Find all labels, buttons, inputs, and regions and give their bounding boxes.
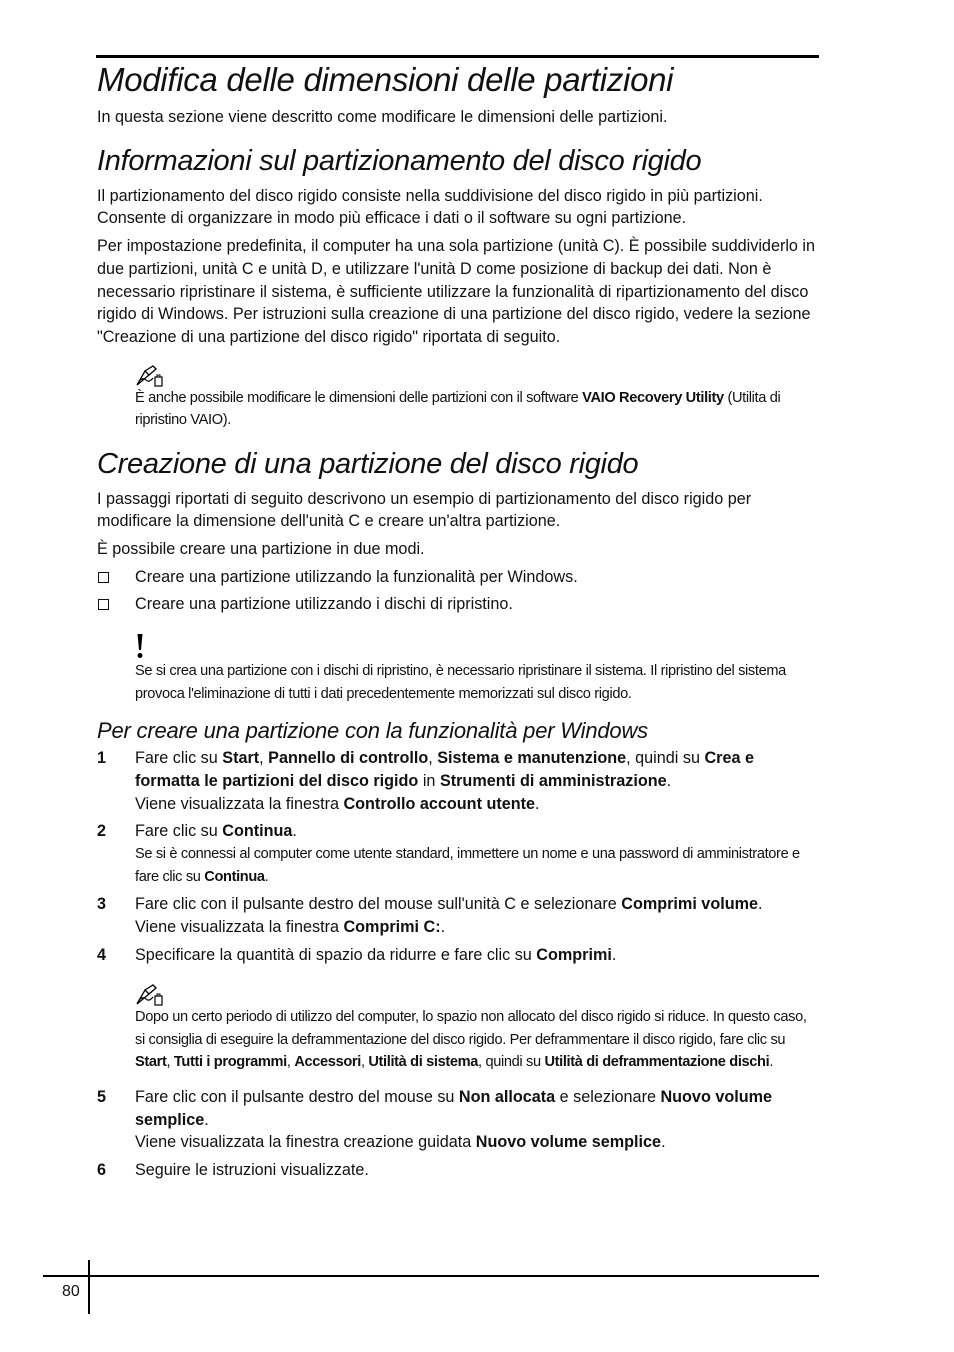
section2-paragraph-2: È possibile creare una partizione in due modi.	[97, 540, 425, 559]
step-item: 6 Seguire le istruzioni visualizzate.	[97, 1161, 369, 1180]
section-heading-create-partition: Creazione di una partizione del disco rigido	[97, 447, 639, 480]
page-number-divider	[88, 1260, 90, 1314]
step-item: 2 Fare clic su Continua. Se si è connessi al computer come utente standard, immettere un nome e una password di amministratore e fare clic su Continua.	[97, 822, 800, 885]
note-text-defrag: Dopo un certo periodo di utilizzo del computer, lo spazio non allocato del disco rigido si riduce. In questo caso, si consiglia di eseguire la deframmentazione del disco rigido. Per deframmentare il disco rigido, fare clic su Start, Tutti i programmi, Accessori, Utilità di sistema, quindi su Utilità di deframmentazione dischi.	[135, 1009, 807, 1071]
page-content	[97, 60, 819, 1187]
note-box-defrag	[135, 984, 819, 1074]
checkbox-bullet	[98, 599, 109, 610]
intro-text: In questa sezione viene descritto come modificare le dimensioni delle partizioni.	[97, 108, 668, 126]
list-item: Creare una partizione utilizzando la funzionalità per Windows.	[97, 566, 819, 589]
page-title: Modifica delle dimensioni delle partizioni	[97, 61, 674, 98]
note-text: È anche possibile modificare le dimensioni delle partizioni con il software VAIO Recovery Utility (Utilita di ripristino VAIO).	[135, 389, 781, 429]
subsection-heading: Per creare una partizione con la funzionalità per Windows	[97, 718, 648, 744]
options-list	[97, 566, 819, 616]
warning-box	[135, 632, 819, 705]
page-number: 80	[62, 1283, 80, 1300]
step-item: 5 Fare clic con il pulsante destro del mouse su Non allocata e selezionare Nuovo volume semplice. Viene visualizzata la finestra creazione guidata Nuovo volume semplice.	[97, 1087, 772, 1152]
top-rule	[96, 55, 819, 58]
exclamation-icon	[135, 632, 145, 660]
steps-list	[97, 747, 819, 966]
step-item: 3 Fare clic con il pulsante destro del mouse sull'unità C e selezionare Comprimi volume. Viene visualizzata la finestra Comprimi C:.	[97, 895, 763, 937]
pencil-note-icon	[135, 984, 165, 1006]
bottom-rule	[43, 1275, 819, 1277]
warning-text: Se si crea una partizione con i dischi di ripristino, è necessario ripristinare il sistema. Il ripristino del sistema provoca l'eliminazione di tutti i dati precedentemente memorizzati sul disco rigido.	[135, 663, 786, 702]
step-item: 4 Specificare la quantità di spazio da ridurre e fare clic su Comprimi.	[97, 945, 617, 964]
step-item: 1 Fare clic su Start, Pannello di controllo, Sistema e manutenzione, quindi su Crea e formatta le partizioni del disco rigido in Strumenti di amministrazione. Viene visualizzata la finestra Controllo account utente.	[97, 749, 754, 813]
section1-paragraph-2: Per impostazione predefinita, il computer ha una sola partizione (unità C). È possibile suddividerlo in due partizioni, unità C e unità D, e utilizzare l'unità D come posizione di backup dei dati. Non è necessario ripristinare il sistema, è sufficiente utilizzare la funzionalità di ripartizionamento del disco rigido di Windows. Per istruzioni sulla creazione di una partizione del disco rigido, vedere la sezione "Creazione di una partizione del disco rigido" riportata di seguito.	[97, 237, 816, 346]
checkbox-bullet	[98, 572, 109, 583]
steps-list-continued	[97, 1086, 819, 1182]
section1-paragraph-1: Il partizionamento del disco rigido consiste nella suddivisione del disco rigido in più partizioni. Consente di organizzare in modo più efficace i dati o il software su ogni partizione.	[97, 186, 763, 228]
section-heading-partitioning-info: Informazioni sul partizionamento del disco rigido	[97, 144, 702, 177]
note-box	[135, 365, 819, 432]
section2-paragraph-1: I passaggi riportati di seguito descrivono un esempio di partizionamento del disco rigido per modificare la dimensione dell'unità C e creare un'altra partizione.	[97, 489, 752, 531]
pencil-note-icon	[135, 365, 165, 387]
list-item: Creare una partizione utilizzando i dischi di ripristino.	[97, 593, 819, 616]
